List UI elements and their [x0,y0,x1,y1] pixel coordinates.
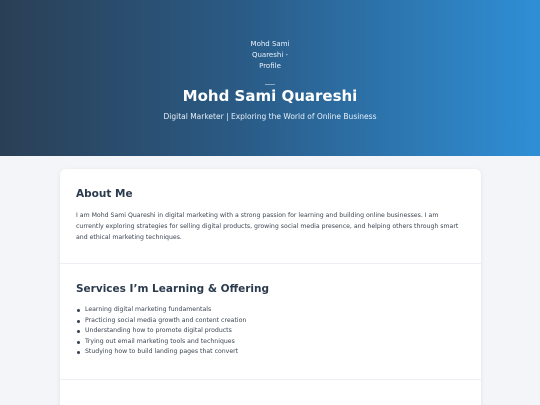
bullet-icon [77,330,80,333]
list-item [76,316,465,327]
list-item [76,326,465,337]
list-item-text: Trying out email marketing tools and techniques [85,337,235,345]
list-item-text: Studying how to build landing pages that convert [85,348,239,356]
header-divider [265,84,275,85]
bullet-icon [77,320,80,323]
services-list [76,305,465,358]
list-item-text: Learning digital marketing fundamentals [85,306,212,313]
content-card [60,169,481,405]
profile-header [0,0,540,156]
about-title: About Me [76,188,133,200]
list-item [76,305,465,316]
services-title: Services I’m Learning & Offering [76,283,269,295]
about-section [60,187,481,243]
list-item-text: Practicing social media growth and content creation [85,316,247,324]
bullet-icon [77,351,80,354]
bullet-icon [77,309,80,312]
list-item [76,347,465,358]
section-divider [60,263,481,264]
avatar-alt-label: Mohd Sami Quareshi - Profile [250,39,290,70]
bullet-icon [77,341,80,344]
services-section [60,282,481,358]
list-item-text: Understanding how to promote digital products [85,327,232,335]
list-item [76,337,465,348]
profile-name: Mohd Sami Quareshi [182,87,358,105]
profile-image-alt-text [240,26,300,84]
section-divider [60,379,481,380]
profile-tagline: Digital Marketer | Exploring the World of Online Business [163,112,377,121]
about-text: I am Mohd Sami Quareshi in digital marketing with a strong passion for learning and building online businesses. I am currently exploring strategies for selling digital products, growing social media presence, and helping others through smart and ethical marketing techniques. [76,212,459,241]
